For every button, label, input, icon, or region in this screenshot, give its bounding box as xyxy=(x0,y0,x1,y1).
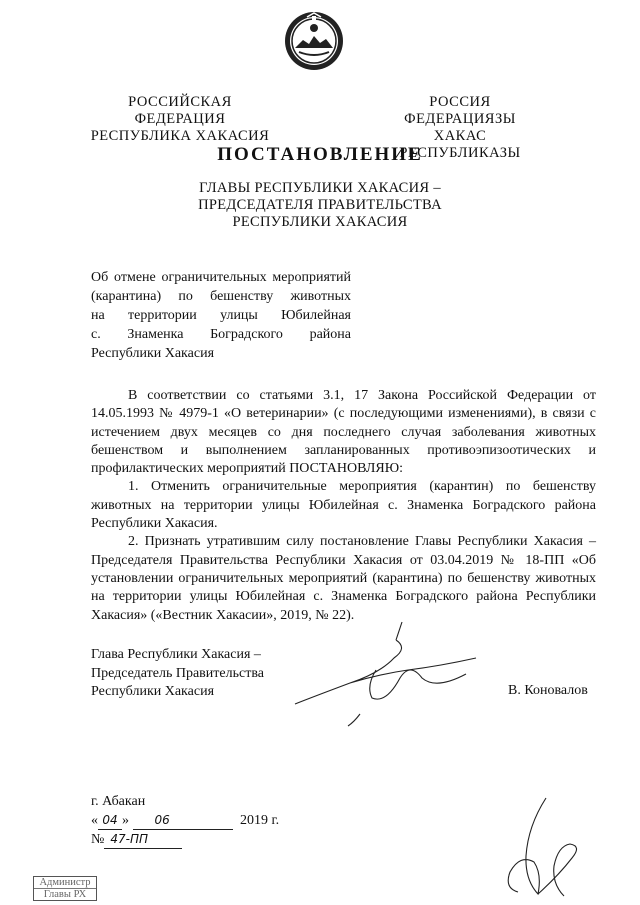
header-right-line-1: РОССИЯ ФЕДЕРАЦИЯЗЫ xyxy=(404,94,516,127)
signatory-position xyxy=(91,646,264,702)
stamp-line-2: Главы РХ xyxy=(34,888,96,900)
date-year: 2019 г. xyxy=(240,813,280,828)
subject-line-2: (карантина) по бешенству животных xyxy=(91,289,351,304)
body-paragraph-1: В соответствии со статьями 3.1, 17 Закона Российской Федерации от 14.05.1993 № 4979-1 «О ветеринарии» (с последующими изменениями), в связи с истечением двух месяцев со дня последнего случая заболевания животных бешенством и выполнением запланированных противоэпизоотических и профилактических мероприятий ПОСТАНОВЛЯЮ: xyxy=(91,388,596,477)
handwritten-signature xyxy=(290,618,490,728)
body-paragraph-2: 1. Отменить ограничительные мероприятия (карантин) по бешенству животных на территории улицы Юбилейная с. Знаменка Боградского района Республики Хакасия. xyxy=(91,479,596,532)
subtitle-line-1: ГЛАВЫ РЕСПУБЛИКИ ХАКАСИЯ – xyxy=(199,180,441,196)
stamp-line-1: Администр xyxy=(39,877,91,888)
document-body xyxy=(91,387,596,625)
subject-line-4: с. Знаменка Боградского района xyxy=(91,327,351,342)
signatory-line-1: Глава Республики Хакасия – xyxy=(91,647,261,662)
document-number: 47-ПП xyxy=(104,830,182,849)
subject-line-5: Республики Хакасия xyxy=(91,346,215,361)
document-title: ПОСТАНОВЛЕНИЕ xyxy=(217,144,423,165)
date-day: 04 xyxy=(98,811,122,830)
header-left xyxy=(85,94,275,145)
registry-stamp xyxy=(33,876,97,901)
date-open-quote: « xyxy=(91,813,98,828)
subject-line-1: Об отмене ограничительных мероприятий xyxy=(91,270,351,285)
number-prefix: № xyxy=(91,832,105,847)
signatory-name: В. Коновалов xyxy=(508,683,588,698)
header-right-line-2: ХАКАС РЕСПУБЛИКАЗЫ xyxy=(399,128,521,161)
signatory-line-3: Республики Хакасия xyxy=(91,684,215,699)
document-place-date-number xyxy=(91,793,279,849)
header-left-line-1: РОССИЙСКАЯ ФЕДЕРАЦИЯ xyxy=(128,94,232,127)
header-left-line-2: РЕСПУБЛИКА ХАКАСИЯ xyxy=(90,128,270,144)
date-line xyxy=(91,811,279,830)
date-close-quote: » xyxy=(122,813,129,828)
document-subject xyxy=(91,268,351,363)
date-month: 06 xyxy=(133,811,233,830)
document-subtitle xyxy=(0,180,640,231)
subtitle-line-2: ПРЕДСЕДАТЕЛЯ ПРАВИТЕЛЬСТВА xyxy=(198,197,442,213)
subtitle-line-3: РЕСПУБЛИКИ ХАКАСИЯ xyxy=(232,214,408,230)
signatory-line-2: Председатель Правительства xyxy=(91,665,264,681)
number-line xyxy=(91,830,279,849)
city: г. Абакан xyxy=(91,794,146,809)
body-paragraph-3: 2. Признать утратившим силу постановление Главы Республики Хакасия – Председателя Правительства Республики Хакасия от 03.04.2019 № 18-ПП «Об установлении ограничительных мероприятий (карантина) по бешенству животных на территории улицы Юбилейная с. Знаменка Боградского района Республики Хакасия» («Вестник Хакасии», 2019, № 22). xyxy=(91,534,596,623)
subject-line-3: на территории улицы Юбилейная xyxy=(91,308,351,323)
handwritten-mark xyxy=(498,796,588,900)
coat-of-arms-emblem xyxy=(283,10,345,72)
